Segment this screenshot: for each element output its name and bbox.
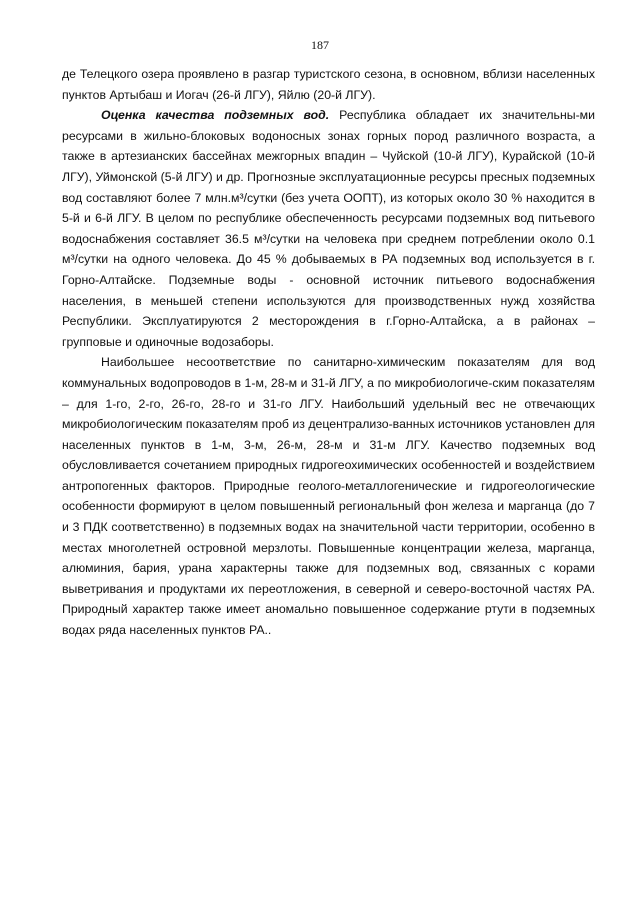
paragraph-groundwater-quality — [62, 105, 595, 352]
page-number: 187 — [311, 38, 329, 52]
section-heading: Оценка качества подземных вод. — [101, 108, 330, 123]
paragraph-continuation: де Телецкого озера проявлено в разгар туристского сезона, в основном, вблизи населенных пунктов Артыбаш и Иогач (26-й ЛГУ), Яйлю (20-й ЛГУ). — [62, 67, 595, 102]
paragraph-sanitary-indicators: Наибольшее несоответствие по санитарно-химическим показателям для вод коммунальных водопроводов в 1-м, 28-м и 31-й ЛГУ, а по микробиологиче-ским показателям – для 1-го, 2-го, 26-го, 28-го и 31-го ЛГУ. Наибольший удельный вес не отвечающих микробиологическим показателям проб из децентрализо-ванных источников установлен для населенных пунктов в 1-м, 3-м, 26-м, 28-м и 31-м ЛГУ. Качество подземных вод обусловливается сочетанием природных гидрогеохимических особенностей и воздействием антропогенных факторов. Природные геолого-металлогенические и гидрогеологические особенности формируют в целом повышенный региональный фон железа и марганца (до 7 и 3 ПДК соответственно) в подземных водах на значительной части территории, особенно в местах многолетней островной мерзлоты. Повышенные концентрации железа, марганца, алюминия, бария, урана характерны также для подземных вод, связанных с корами выветривания и продуктами их переотложения, в северной и северо-восточной частях РА. Природный характер также имеет аномально повышенное содержание ртути в подземных водах ряда населенных пунктов РА.. — [62, 355, 595, 638]
body-text — [62, 64, 595, 641]
paragraph-body: Республика обладает их значительны-ми ресурсами в жильно-блоковых водоносных зонах горных пород различного возраста, а также в артезианских бассейнах межгорных впадин – Чуйской (10-й ЛГУ), Курайской (10-й ЛГУ), Уймонской (5-й ЛГУ) и др. Прогнозные эксплуатационные ресурсы пресных подземных вод составляют более 7 млн.м³/сутки (без учета ООПТ), из которых около 30 % находится в 5-й и 6-й ЛГУ. В целом по республике обеспеченность ресурсами подземных вод питьевого водоснабжения составляет 36.5 м³/сутки на человека при среднем потреблении около 0.1 м³/сутки на одного человека. До 45 % добываемых в РА подземных вод используется в г. Горно-Алтайске. Подземные воды - основной источник питьевого водоснабжения населения, в меньшей степени используются для производственных нужд хозяйства Республики. Эксплуатируются 2 месторождения в г.Горно-Алтайска, а в районах – групповые и одиночные водозаборы. — [62, 108, 595, 349]
